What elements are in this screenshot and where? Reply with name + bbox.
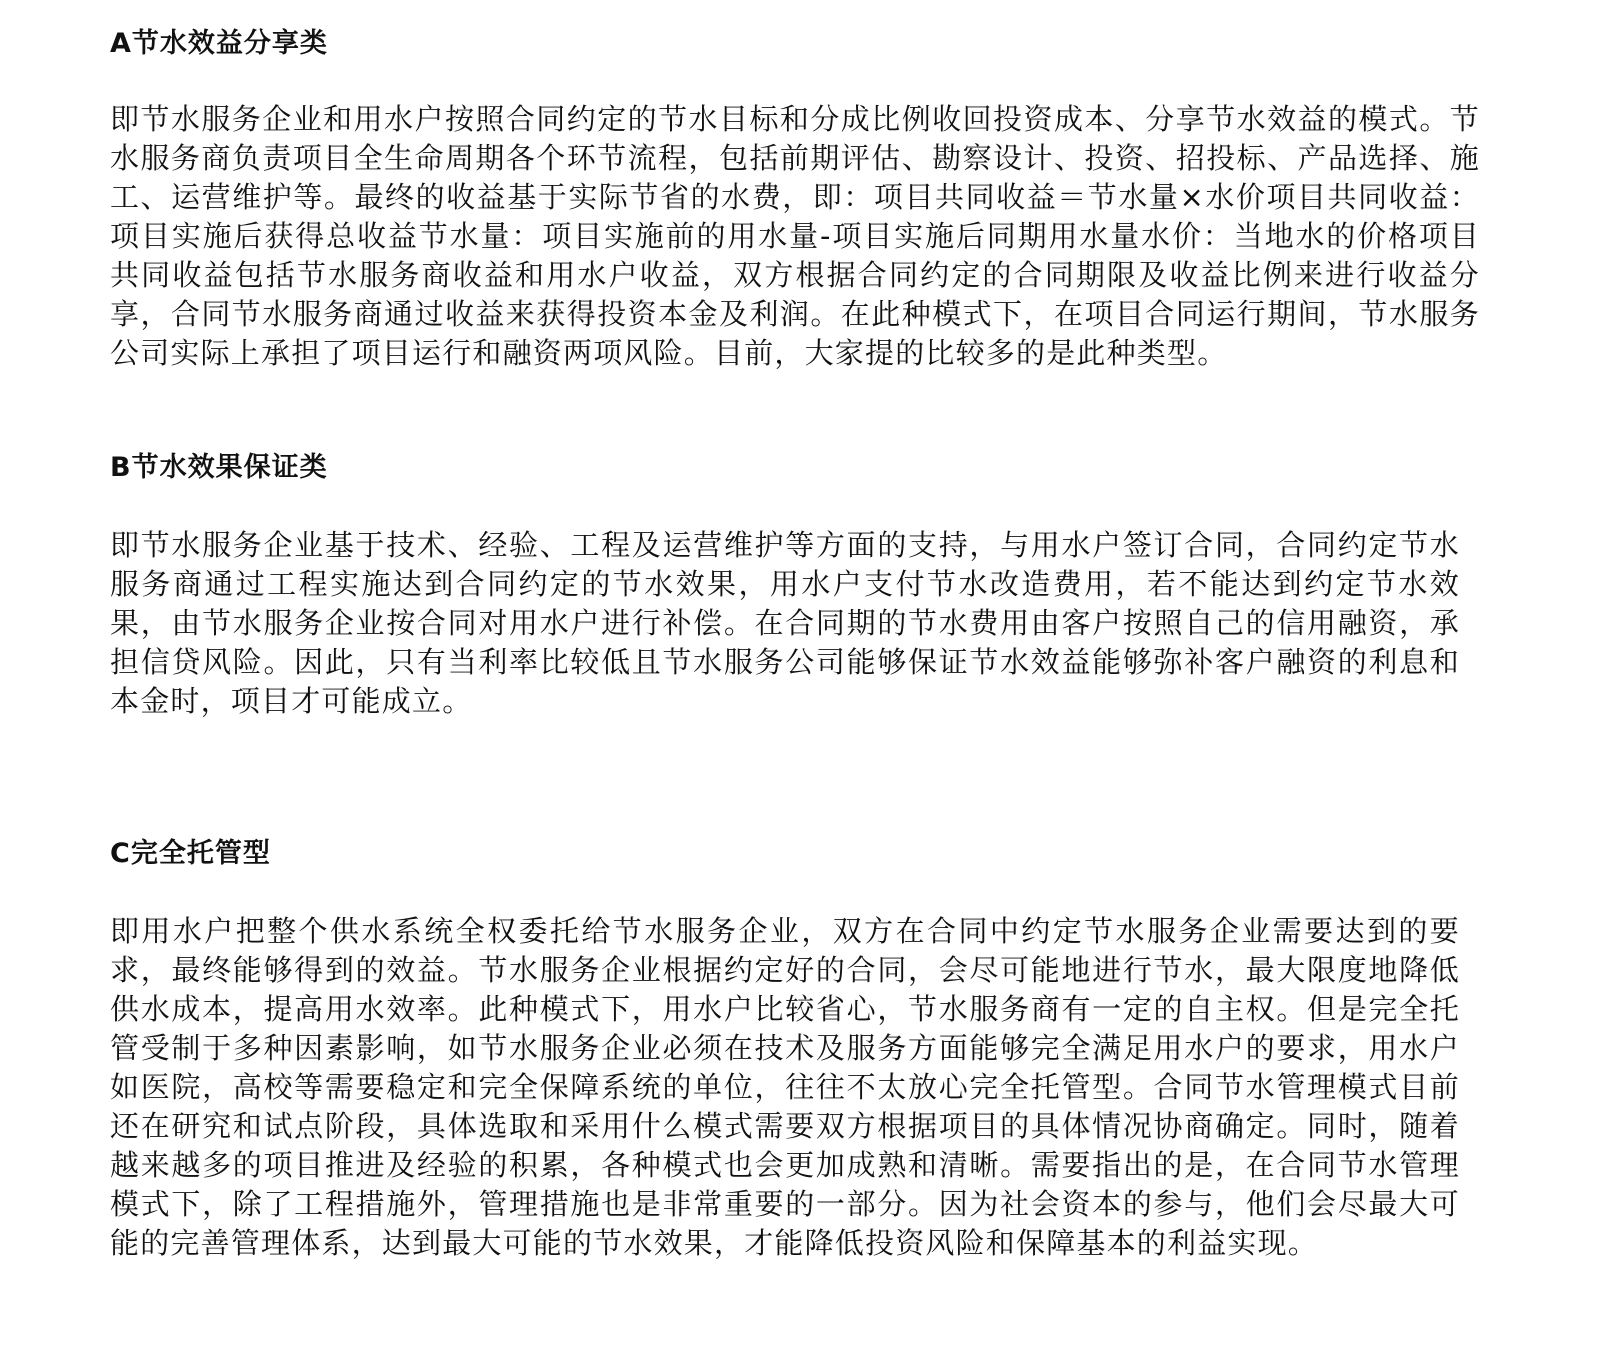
section-a-heading: A节水效益分享类 xyxy=(110,28,328,59)
section-c-paragraph: 即用水户把整个供水系统全权委托给节水服务企业，双方在合同中约定节水服务企业需要达到的要求，最终能够得到的效益。节水服务企业根据约定好的合同，会尽可能地进行节水，最大限度地降低供水成本，提高用水效率。此种模式下，用水户比较省心，节水服务商有一定的自主权。但是完全托管受制于多种因素影响，如节水服务企业必须在技术及服务方面能够完全满足用水户的要求，用水户如医院，高校等需要稳定和完全保障系统的单位，往往不太放心完全托管型。合同节水管理模式目前还在研究和试点阶段，具体选取和采用什么模式需要双方根据项目的具体情况协商确定。同时，随着越来越多的项目推进及经验的积累，各种模式也会更加成熟和清晰。需要指出的是，在合同节水管理模式下，除了工程措施外，管理措施也是非常重要的一部分。因为社会资本的参与，他们会尽最大可能的完善管理体系，达到最大可能的节水效果，才能降低投资风险和保障基本的利益实现。 xyxy=(110,914,1460,1260)
section-b-paragraph: 即节水服务企业基于技术、经验、工程及运营维护等方面的支持，与用水户签订合同，合同约定节水服务商通过工程实施达到合同约定的节水效果，用水户支付节水改造费用，若不能达到约定节水效果，由节水服务企业按合同对用水户进行补偿。在合同期的节水费用由客户按照自己的信用融资，承担信贷风险。因此，只有当利率比较低且节水服务公司能够保证节水效益能够弥补客户融资的利息和本金时，项目才可能成立。 xyxy=(110,528,1460,718)
section-a-paragraph: 即节水服务企业和用水户按照合同约定的节水目标和分成比例收回投资成本、分享节水效益的模式。节水服务商负责项目全生命周期各个环节流程，包括前期评估、勘察设计、投资、招投标、产品选择、施工、运营维护等。最终的收益基于实际节省的水费，即：项目共同收益＝节水量×水价项目共同收益：项目实施后获得总收益节水量：项目实施前的用水量-项目实施后同期用水量水价：当地水的价格项目共同收益包括节水服务商收益和用水户收益，双方根据合同约定的合同期限及收益比例来进行收益分享，合同节水服务商通过收益来获得投资本金及利润。在此种模式下，在项目合同运行期间，节水服务公司实际上承担了项目运行和融资两项风险。目前，大家提的比较多的是此种类型。 xyxy=(110,102,1480,370)
section-b-heading: B节水效果保证类 xyxy=(110,452,328,483)
section-c-heading: C完全托管型 xyxy=(110,838,271,869)
